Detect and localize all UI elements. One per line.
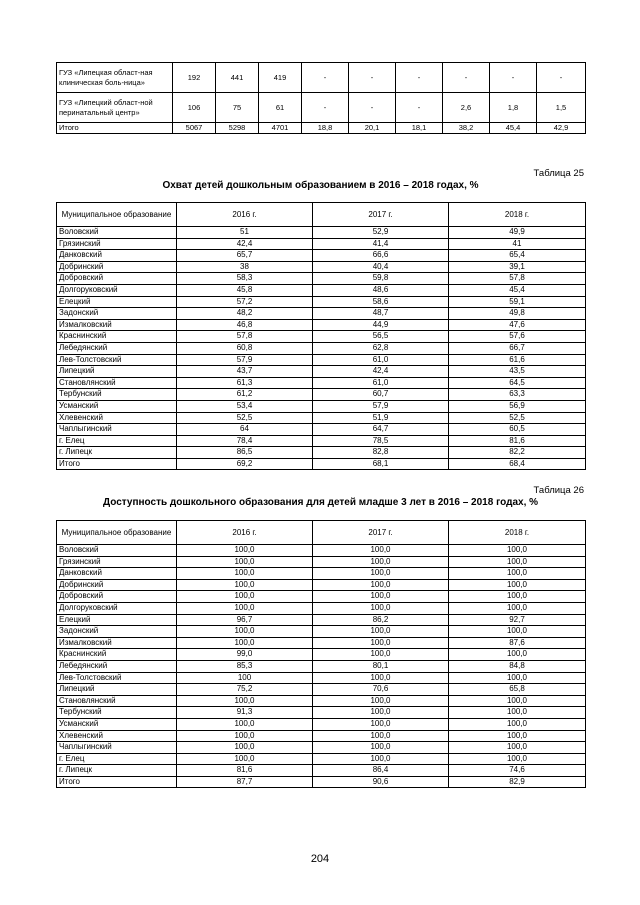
table-cell: 100,0 [177,637,313,649]
table-cell: 86,2 [313,614,449,626]
table-cell: 100,0 [313,637,449,649]
table-row [57,556,586,568]
table-cell: 100,0 [313,602,449,614]
table-row [57,637,586,649]
table-cell: 100,0 [449,718,586,730]
table-cell: 18,8 [302,123,349,134]
table-cell: 58,6 [313,296,449,308]
table-cell: - [490,63,537,93]
row-label: Измалковский [57,319,177,331]
column-header: 2018 г. [449,521,586,545]
table-cell: 64 [177,424,313,436]
row-label: Тербунский [57,707,177,719]
table-row [57,672,586,684]
table-cell: 61,0 [313,354,449,366]
table-cell: 65,4 [449,250,586,262]
table-row [57,342,586,354]
table-cell: 57,9 [177,354,313,366]
table-cell: - [349,93,396,123]
table-cell: 81,6 [177,765,313,777]
table-row [57,730,586,742]
table-cell: 100,0 [313,707,449,719]
table-row [57,695,586,707]
column-header: 2017 г. [313,521,449,545]
table-cell: 62,8 [313,342,449,354]
table-row [57,660,586,672]
table-cell: 45,8 [177,284,313,296]
table-cell: 41,4 [313,238,449,250]
table-cell: 43,7 [177,366,313,378]
table-cell: 96,7 [177,614,313,626]
table-cell: 92,7 [449,614,586,626]
table-cell: 69,2 [177,458,313,470]
table-cell: 100,0 [177,695,313,707]
table-cell: 57,8 [177,331,313,343]
row-label: Добринский [57,261,177,273]
table-cell: 100,0 [449,556,586,568]
table-cell: 100,0 [313,556,449,568]
table-cell: 38,2 [443,123,490,134]
row-label: Задонский [57,626,177,638]
table-row [57,626,586,638]
table-cell: 100,0 [313,695,449,707]
table-cell: 52,5 [449,412,586,424]
table-body [57,545,586,788]
row-label: г. Елец [57,753,177,765]
table-25-caption: Таблица 25 [533,168,584,179]
table-cell: 86,4 [313,765,449,777]
column-header: Муниципальное образование [57,521,177,545]
table-cell: 86,5 [177,447,313,459]
table-cell: 100,0 [449,707,586,719]
table-row-total [57,123,586,134]
row-label: г. Липецк [57,765,177,777]
table-cell: 100,0 [449,695,586,707]
table-cell: 441 [216,63,259,93]
table-cell: 68,1 [313,458,449,470]
table-cell: 100,0 [313,730,449,742]
row-label: Становлянский [57,695,177,707]
table-cell: 52,5 [177,412,313,424]
table-cell: 100,0 [449,626,586,638]
table-row [57,707,586,719]
table-row [57,261,586,273]
table-cell: 63,3 [449,389,586,401]
table-cell: - [537,63,586,93]
table-header-row [57,203,586,227]
table-cell: 100,0 [177,579,313,591]
row-label: Грязинский [57,238,177,250]
table-cell: 100,0 [177,545,313,557]
table-cell: 42,4 [177,238,313,250]
table-cell: 100,0 [449,568,586,580]
table-cell: 49,9 [449,227,586,239]
column-header: 2016 г. [177,521,313,545]
table-cell: 80,1 [313,660,449,672]
table-cell: 100,0 [313,568,449,580]
table-cell: 100,0 [313,718,449,730]
table-cell: 87,7 [177,776,313,788]
table-cell: 39,1 [449,261,586,273]
column-header: Муниципальное образование [57,203,177,227]
table-row [57,424,586,436]
table-cell: 100,0 [177,718,313,730]
table-cell: 75 [216,93,259,123]
table-row [57,331,586,343]
table-cell: 100,0 [449,602,586,614]
row-label: Усманский [57,400,177,412]
table-cell: 100,0 [449,545,586,557]
row-label: Липецкий [57,366,177,378]
table-row [57,319,586,331]
table-cell: 82,2 [449,447,586,459]
table-cell: 100,0 [449,672,586,684]
row-label: Лебедянский [57,342,177,354]
table-cell: 100,0 [313,579,449,591]
row-label: Лев-Толстовский [57,672,177,684]
table-cell: 100,0 [313,591,449,603]
table-row [57,93,586,123]
table-row [57,250,586,262]
table-cell: 56,9 [449,400,586,412]
table-row [57,447,586,459]
table-cell: 41 [449,238,586,250]
row-label: ГУЗ «Липецкая област-ная клиническая боль-ница» [57,63,173,93]
table-cell: 4701 [259,123,302,134]
table-cell: 65,8 [449,684,586,696]
table-cell: 43,5 [449,366,586,378]
table-cell: 59,8 [313,273,449,285]
table-cell: 38 [177,261,313,273]
table-cell: 60,7 [313,389,449,401]
table-row [57,765,586,777]
table-26-title: Доступность дошкольного образования для детей младше 3 лет в 2016 – 2018 годах, % [102,497,539,508]
table-cell: - [443,63,490,93]
table-cell: 100,0 [177,556,313,568]
table-cell: 100,0 [313,672,449,684]
table-header-row [57,521,586,545]
table-cell: 100,0 [449,591,586,603]
table-cell: 48,7 [313,308,449,320]
table-body [57,227,586,470]
table-cell: 66,7 [449,342,586,354]
row-label: Елецкий [57,296,177,308]
row-label: Чаплыгинский [57,742,177,754]
table-cell: 87,6 [449,637,586,649]
row-label: Добровский [57,273,177,285]
table-cell: 100,0 [449,649,586,661]
table-cell: 100,0 [177,591,313,603]
table-cell: 45,4 [449,284,586,296]
table-cell: 48,2 [177,308,313,320]
table-cell: 100,0 [313,649,449,661]
table-row [57,568,586,580]
table-row [57,614,586,626]
table-row [57,354,586,366]
table-cell: 100,0 [313,545,449,557]
table-row [57,377,586,389]
table-cell: 70,6 [313,684,449,696]
row-label: Краснинский [57,331,177,343]
table-cell: 68,4 [449,458,586,470]
table-cell: 57,9 [313,400,449,412]
table-cell: 46,8 [177,319,313,331]
table-cell: 82,8 [313,447,449,459]
table-cell: 78,5 [313,435,449,447]
table-cell: 66,6 [313,250,449,262]
row-label: Елецкий [57,614,177,626]
table-cell: 84,8 [449,660,586,672]
table-row [57,238,586,250]
row-label: Итого [57,458,177,470]
row-label: Чаплыгинский [57,424,177,436]
row-label: Задонский [57,308,177,320]
row-label: Измалковский [57,637,177,649]
table-cell: 100,0 [177,742,313,754]
row-label: Долгоруковский [57,284,177,296]
table-cell: 74,6 [449,765,586,777]
table-cell: 44,9 [313,319,449,331]
table-cell: 85,3 [177,660,313,672]
row-label: ГУЗ «Липецкий област-ной перинатальный центр» [57,93,173,123]
row-label: Долгоруковский [57,602,177,614]
table-cell: 49,8 [449,308,586,320]
table-cell: 100,0 [177,753,313,765]
table-row [57,308,586,320]
table-cell: 100,0 [313,742,449,754]
row-label: Воловский [57,227,177,239]
row-label: г. Липецк [57,447,177,459]
table-cell: 81,6 [449,435,586,447]
table-cell: 61 [259,93,302,123]
table-row [57,400,586,412]
table-cell: 42,9 [537,123,586,134]
table-cell: 100,0 [449,742,586,754]
table-row [57,545,586,557]
table-cell: 53,4 [177,400,313,412]
table-cell: 61,0 [313,377,449,389]
table-row [57,753,586,765]
table-cell: - [349,63,396,93]
table-row [57,684,586,696]
row-label: Итого [57,776,177,788]
table-cell: 47,6 [449,319,586,331]
row-label: Липецкий [57,684,177,696]
table-cell: - [302,63,349,93]
row-label: Становлянский [57,377,177,389]
table-row [57,602,586,614]
table-cell: 5298 [216,123,259,134]
table-cell: 57,8 [449,273,586,285]
table-cell: 99,0 [177,649,313,661]
table-cell: 20,1 [349,123,396,134]
table-row [57,296,586,308]
table-row [57,718,586,730]
row-label: Итого [57,123,173,134]
table-cell: 52,9 [313,227,449,239]
row-label: Лебедянский [57,660,177,672]
table-cell: 91,3 [177,707,313,719]
row-label: Данковский [57,568,177,580]
row-label: Хлевенский [57,412,177,424]
table-cell: 100,0 [313,626,449,638]
table-cell: - [396,93,443,123]
table-cell: 56,5 [313,331,449,343]
table-cell: 61,3 [177,377,313,389]
table-cell: 42,4 [313,366,449,378]
table-row [57,742,586,754]
table-cell: 1,8 [490,93,537,123]
table-cell: 100,0 [449,753,586,765]
table-cell: 40,4 [313,261,449,273]
table-cell: 100,0 [449,579,586,591]
row-label: Данковский [57,250,177,262]
row-label: Тербунский [57,389,177,401]
table-cell: 51 [177,227,313,239]
row-label: Добринский [57,579,177,591]
table-25-title: Охват детей дошкольным образованием в 2016 – 2018 годах, % [162,180,479,191]
row-label: Хлевенский [57,730,177,742]
table-cell: 51,9 [313,412,449,424]
table-row [57,591,586,603]
row-label: Грязинский [57,556,177,568]
table-cell: 106 [173,93,216,123]
column-header: 2017 г. [313,203,449,227]
table-cell: 75,2 [177,684,313,696]
table-cell: - [302,93,349,123]
row-label: Усманский [57,718,177,730]
table-row [57,458,586,470]
table-row [57,649,586,661]
table-row [57,389,586,401]
table-cell: 64,7 [313,424,449,436]
table-cell: 100,0 [313,753,449,765]
table-row [57,435,586,447]
table-cell: 64,5 [449,377,586,389]
table-cell: 57,6 [449,331,586,343]
table-cell: 2,6 [443,93,490,123]
continued-table [56,62,586,134]
row-label: Лев-Толстовский [57,354,177,366]
table-25 [56,202,586,470]
table-row [57,366,586,378]
row-label: Добровский [57,591,177,603]
table-cell: - [396,63,443,93]
table-row [57,412,586,424]
row-label: Краснинский [57,649,177,661]
table-row [57,227,586,239]
row-label: г. Елец [57,435,177,447]
table-cell: 82,9 [449,776,586,788]
table-cell: 60,8 [177,342,313,354]
table-cell: 90,6 [313,776,449,788]
row-label: Воловский [57,545,177,557]
table-row [57,273,586,285]
table-cell: 18,1 [396,123,443,134]
page-number: 204 [310,853,330,865]
table-26 [56,520,586,788]
table-cell: 61,6 [449,354,586,366]
table-cell: 100,0 [177,568,313,580]
table-cell: 192 [173,63,216,93]
table-cell: 1,5 [537,93,586,123]
column-header: 2018 г. [449,203,586,227]
table-cell: 5067 [173,123,216,134]
table-row [57,63,586,93]
table-cell: 100,0 [177,626,313,638]
table-cell: 60,5 [449,424,586,436]
table-cell: 45,4 [490,123,537,134]
table-cell: 61,2 [177,389,313,401]
table-cell: 59,1 [449,296,586,308]
table-26-caption: Таблица 26 [533,485,584,496]
table-cell: 100,0 [177,730,313,742]
table-cell: 57,2 [177,296,313,308]
table-cell: 100,0 [449,730,586,742]
table-cell: 48,6 [313,284,449,296]
table-cell: 100,0 [177,602,313,614]
table-row [57,284,586,296]
table-cell: 58,3 [177,273,313,285]
table-cell: 78,4 [177,435,313,447]
table-cell: 419 [259,63,302,93]
table-row [57,776,586,788]
column-header: 2016 г. [177,203,313,227]
table-cell: 100 [177,672,313,684]
table-cell: 65,7 [177,250,313,262]
table-row [57,579,586,591]
